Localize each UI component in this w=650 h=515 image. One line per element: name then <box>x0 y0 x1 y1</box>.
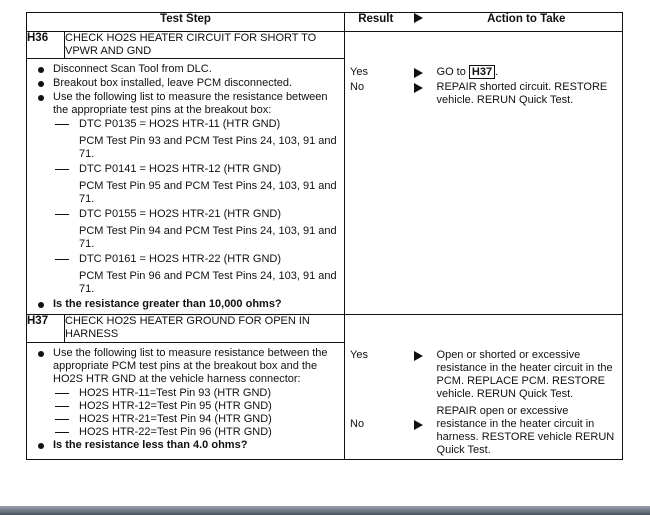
h36-arrow-cell <box>407 32 431 315</box>
h36-action-cell <box>431 32 623 315</box>
diagnostic-table <box>26 12 623 460</box>
bottom-edge-bar <box>0 506 650 515</box>
h36-action-yes-suffix: . <box>495 66 499 78</box>
h36-dtc-detail: PCM Test Pin 96 and PCM Test Pins 24, 103, 91 and 71. <box>79 270 337 295</box>
table-header-row <box>27 13 623 32</box>
goto-h37-link[interactable]: H37 <box>469 65 495 79</box>
h36-dtc-detail: PCM Test Pin 94 and PCM Test Pins 24, 103, 91 and 71. <box>79 225 337 250</box>
h37-arrow-cell <box>407 315 431 460</box>
h37-code: H37 <box>27 315 65 343</box>
h36-dtc-label: DTC P0155 = HO2S HTR-21 (HTR GND) <box>35 208 339 221</box>
h36-action-yes-prefix: GO to <box>436 66 469 78</box>
h36-action-no: REPAIR shorted circuit. RESTORE vehicle. RERUN Quick Test. <box>436 81 608 106</box>
h36-result-no: No <box>350 81 365 93</box>
h37-pin: HO2S HTR-11=Test Pin 93 (HTR GND) <box>35 387 339 400</box>
arrow-right-icon <box>414 13 423 23</box>
h36-dtc-detail: PCM Test Pin 95 and PCM Test Pins 24, 103, 91 and 71. <box>79 180 337 205</box>
header-arrow <box>407 13 431 32</box>
h37-action-cell <box>431 315 623 460</box>
h37-result-cell <box>345 315 407 460</box>
h36-code: H36 <box>27 32 65 59</box>
header-action: Action to Take <box>431 13 623 32</box>
h36-dtc-label: DTC P0161 = HO2S HTR-22 (HTR GND) <box>35 253 339 266</box>
h36-bullet: Disconnect Scan Tool from DLC. <box>35 63 339 76</box>
h36-bullet: Breakout box installed, leave PCM disconnected. <box>35 77 339 90</box>
h37-action-yes: Open or shorted or excessive resistance in the heater circuit in the PCM. REPLACE PCM. RESTORE vehicle. RERUN Quick Test. <box>436 349 613 400</box>
h36-action-yes <box>437 66 618 79</box>
h37-title: CHECK HO2S HEATER GROUND FOR OPEN IN HARNESS <box>65 315 345 343</box>
h37-pin: HO2S HTR-21=Test Pin 94 (HTR GND) <box>35 413 339 426</box>
arrow-right-icon <box>414 420 423 430</box>
h36-dtc-detail: PCM Test Pin 93 and PCM Test Pins 24, 103, 91 and 71. <box>79 135 337 160</box>
h36-dtc-label: DTC P0141 = HO2S HTR-12 (HTR GND) <box>35 163 339 176</box>
h37-action-no: REPAIR open or excessive resistance in the heater circuit in harness. RESTORE vehicle RERUN Quick Test. <box>436 405 615 456</box>
header-test-step: Test Step <box>27 13 345 32</box>
h37-title-row <box>27 315 623 343</box>
header-result: Result <box>345 13 407 32</box>
h37-question: Is the resistance less than 4.0 ohms? <box>35 439 339 452</box>
h36-result-yes: Yes <box>350 66 368 78</box>
h36-dtc-label: DTC P0135 = HO2S HTR-11 (HTR GND) <box>35 118 339 131</box>
h36-title: CHECK HO2S HEATER CIRCUIT FOR SHORT TO VPWR AND GND <box>65 32 345 59</box>
h37-pin: HO2S HTR-12=Test Pin 95 (HTR GND) <box>35 400 339 413</box>
h37-result-no: No <box>350 418 365 430</box>
h37-steps <box>27 342 345 459</box>
h36-title-row <box>27 32 623 59</box>
arrow-right-icon <box>414 68 423 78</box>
arrow-right-icon <box>414 351 423 361</box>
h37-pin: HO2S HTR-22=Test Pin 96 (HTR GND) <box>35 426 339 439</box>
h37-result-yes: Yes <box>350 349 368 361</box>
h36-result-cell <box>345 32 407 315</box>
arrow-right-icon <box>414 83 423 93</box>
h36-question: Is the resistance greater than 10,000 ohms? <box>35 298 339 311</box>
h36-bullet: Use the following list to measure the resistance between the appropriate test pins at the breakout box: <box>35 91 339 117</box>
h36-steps <box>27 59 345 315</box>
h37-bullet: Use the following list to measure resistance between the appropriate PCM test pins at the breakout box and the HO2S HTR GND at the vehicle harness connector: <box>35 347 339 386</box>
